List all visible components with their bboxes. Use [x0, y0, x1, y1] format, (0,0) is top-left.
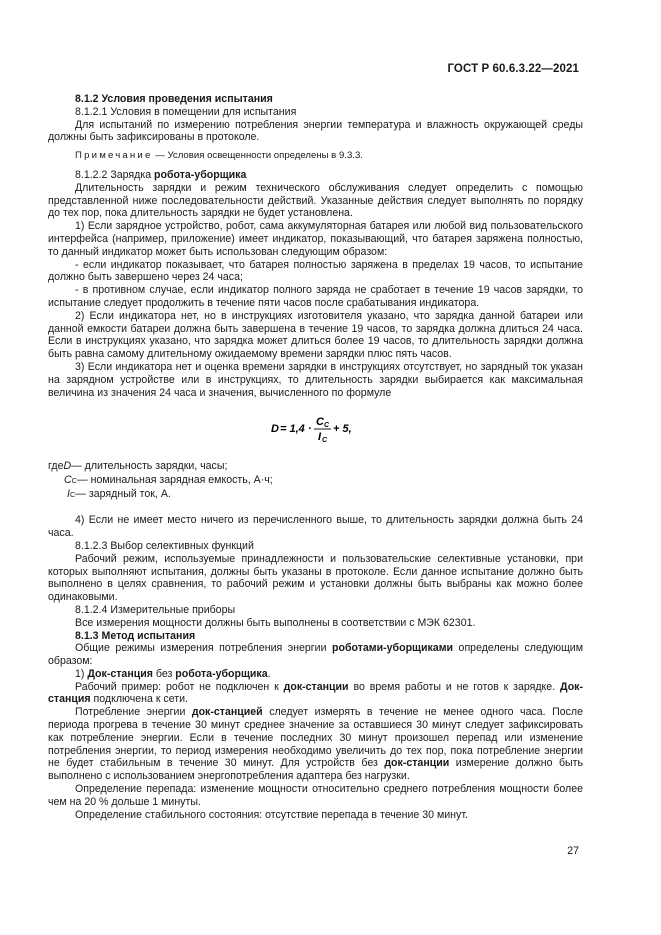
list-item-4: 4) Если не имеет место ничего из перечисленного выше, то длительность зарядки должна быть 24 часа. — [48, 514, 583, 540]
charging-formula — [48, 413, 583, 445]
legend-row-c — [48, 474, 583, 488]
consumption-part-e: измерение должно быть выполнено с использованием энергопотребления адаптера без нагрузки. — [48, 757, 583, 783]
mode-1-dock: Док-станция — [87, 667, 153, 680]
section-8-1-2-1-text: Для испытаний по измерению потребления энергии температура и влажность окружающей среды должны быть зафиксированы в протоколе. — [48, 118, 583, 144]
mode-1-end: . — [267, 667, 271, 680]
section-8-1-2-3-title: 8.1.2.3 Выбор селективных функций — [75, 539, 254, 552]
example-part-b: док-станции — [283, 680, 349, 693]
consumption-part-b: док-станцией — [191, 706, 263, 719]
formula-legend — [48, 460, 583, 502]
section-8-1-3-title: 8.1.3 Метод испытания — [75, 629, 196, 642]
list-item-2: 2) Если индикатора нет, но в инструкциях изготовителя указано, что зарядка данной батареи или данной емкости батареи должна быть завершена в течение 19 часов, то зарядка должна длиться 24 часа. Если в инструкциях указано, что зарядка может длиться более 19 часов, то длительность зарядки должна быть равна самому длительному ожидаемому времени зарядки плюс пять часов. — [48, 309, 583, 361]
section-8-1-2-2-bold: робота-уборщика — [154, 168, 247, 181]
list-item-1: 1) Если зарядное устройство, робот, сама аккумуляторная батарея или любой вид пользовательского интерфейса (например, приложение) имеет индикатор, показывающий, что батарея заряжена полностью, то данный индикатор может быть использован следующим образом: — [48, 220, 583, 258]
legend-symbol-d: D — [63, 460, 72, 473]
note-text: — Условия освещенности определены в 9.3.3. — [152, 150, 363, 162]
section-8-1-2-2-title — [48, 169, 583, 182]
section-8-1-2-3-text: Рабочий режим, используемые принадлежности и пользовательские селективные установки, при которых выполняют испытания, должны быть указаны в протоколе. Если данное испытание должно быть выполнено в целях сравнения, то рабочий режим и установки должны быть выбраны как можно более одинаковыми. — [48, 552, 583, 604]
formula-denominator-sub: C — [321, 437, 327, 445]
formula-eq: = 1,4 · — [279, 423, 311, 436]
note-label: Примечание — [75, 150, 153, 162]
mode-1-robot: робота-уборщика — [175, 667, 268, 680]
formula-numerator: C — [315, 416, 324, 429]
list-item-1-a: - если индикатор показывает, что батарея полностью заряжена в пределах 19 часов, то испытание должно быть завершено через 24 часа; — [48, 258, 583, 284]
legend-row-i — [48, 488, 583, 502]
legend-symbol-i: I — [67, 488, 70, 501]
legend-row-d — [48, 460, 583, 474]
section-8-1-2-4-title: 8.1.2.4 Измерительные приборы — [75, 603, 236, 616]
intro-part-b: роботами-уборщиками — [332, 642, 454, 655]
section-8-1-2-4-text: Все измерения мощности должны быть выполнены в соответствии с МЭК 62301. — [75, 616, 476, 629]
note — [48, 150, 583, 163]
section-8-1-2-1-title: 8.1.2.1 Условия в помещении для испытания — [75, 105, 297, 118]
example-part-a: Рабочий пример: робот не подключен к — [75, 680, 284, 693]
legend-symbol-i-sub: C — [69, 490, 76, 500]
mode-1-number: 1) — [75, 667, 88, 680]
legend-intro: где — [48, 460, 64, 473]
formula-denominator: I — [317, 431, 321, 444]
section-8-1-3-intro — [48, 642, 583, 668]
legend-symbol-c-sub: C — [71, 476, 78, 486]
consumption-paragraph — [48, 706, 583, 783]
legend-symbol-c: C — [64, 474, 72, 487]
consumption-part-a: Потребление энергии — [75, 706, 192, 719]
consumption-part-d: док-станции — [384, 757, 450, 770]
intro-part-a: Общие режимы измерения потребления энергии — [75, 642, 333, 655]
formula-numerator-sub: C — [323, 422, 329, 430]
consumption-part-c: следует измерять в течение не менее одного часа. После периода прогрева в течение 30 минут среднее значение за оставшиеся 30 минут следует зафиксировать как потребление энергии. Если в течение последних 30 минут произошел перепад или изменение потребления энергии, то период измерения необходимо увеличить до тех пор, пока потребление энергии не будет стабильным в течение 30 минут. Для устройств без — [48, 706, 583, 770]
document-body — [48, 93, 583, 821]
document-header: ГОСТ Р 60.6.3.22—2021 — [447, 63, 579, 75]
intro-part-c: определены следующим образом: — [48, 642, 583, 668]
list-item-3: 3) Если индикатора нет и оценка времени зарядки в инструкциях отсутствует, но зарядный ток указан на зарядном устройстве или в инструкциях, то длительность зарядки выбирается как максимальная величина из значения 24 часа и значения, вычисленного по формуле — [48, 360, 583, 399]
example-part-c: во время работы и не готов к зарядке. — [348, 680, 561, 693]
legend-text-c: — номинальная зарядная емкость, А·ч; — [77, 474, 273, 487]
list-item-1-b: - в противном случае, если индикатор полного заряда не сработает в течение 19 часов зарядки, то испытание следует продолжить в течение пяти часов после срабатывания индикатора. — [48, 284, 583, 309]
example-part-e: подключена к сети. — [90, 693, 188, 706]
section-8-1-2-2-text: Длительность зарядки и режим технического обслуживания следует определить с помощью представленной ниже последовательности действий. Указанные действия следует выполнять по порядку до тех пор, пока длительность зарядки не будет установлена. — [48, 181, 583, 220]
mode-1 — [48, 668, 583, 681]
section-8-1-2-2-prefix: 8.1.2.2 Зарядка — [75, 168, 155, 181]
definition-stable: Определение стабильного состояния: отсутствие перепада в течение 30 минут. — [75, 808, 468, 821]
formula-graphic — [271, 413, 361, 445]
working-example — [48, 681, 583, 707]
formula-tail: + 5, — [332, 423, 352, 436]
section-8-1-2-title: 8.1.2 Условия проведения испытания — [75, 93, 273, 105]
legend-text-d: — длительность зарядки, часы; — [71, 460, 228, 473]
definition-drop: Определение перепада: изменение мощности относительно среднего потребления мощности более чем на 20 % дольше 1 минуты. — [48, 783, 583, 808]
legend-text-i: — зарядный ток, А. — [75, 488, 171, 501]
mode-1-without: без — [152, 667, 176, 680]
page-number: 27 — [567, 845, 579, 857]
example-part-d: Док-станция — [48, 680, 583, 706]
formula-lhs: D — [270, 423, 279, 436]
